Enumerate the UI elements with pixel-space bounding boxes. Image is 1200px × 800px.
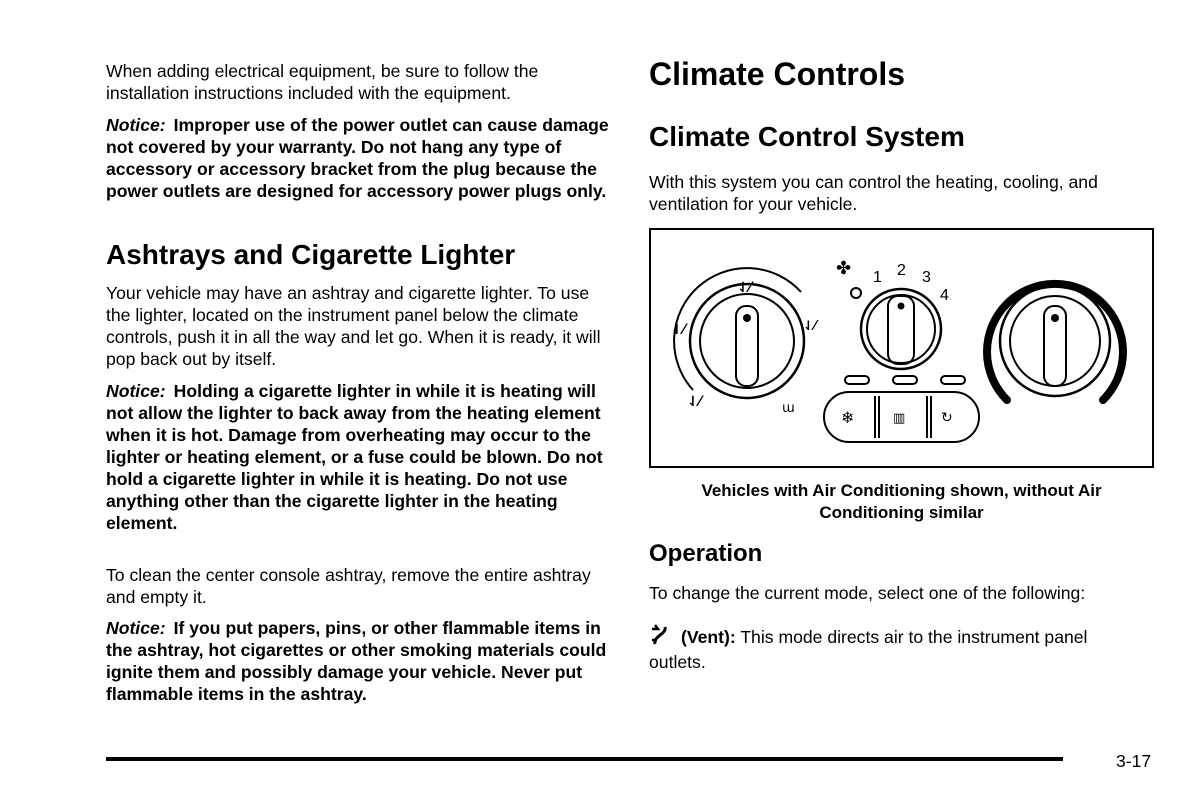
svg-text:⇃⁄: ⇃⁄	[671, 322, 686, 338]
svg-text:ɯ: ɯ	[782, 401, 795, 416]
fan-icon: ✤	[836, 258, 852, 279]
notice-label: Notice:	[106, 618, 166, 638]
vent-description: This mode directs air to the instrument panel outlets.	[649, 627, 1088, 672]
notice-label: Notice:	[106, 115, 166, 135]
temperature-knob	[987, 284, 1123, 404]
figure-caption: Vehicles with Air Conditioning shown, without Air Conditioning similar	[701, 481, 1102, 522]
section-heading-ashtrays: Ashtrays and Cigarette Lighter	[106, 239, 516, 270]
notice-power-outlet	[106, 114, 616, 202]
fan-speed-knob	[836, 258, 949, 369]
notice-label: Notice:	[106, 381, 166, 401]
mode-knob	[671, 268, 819, 416]
ac-snowflake-icon: ❄	[841, 408, 855, 427]
section-heading-climate-system: Climate Control System	[649, 121, 965, 152]
button-bar	[824, 392, 979, 442]
fan-speed-1: 1	[873, 269, 882, 286]
fan-speed-4: 4	[940, 287, 949, 304]
vent-label: (Vent):	[681, 627, 736, 647]
svg-text:⇃⁄: ⇃⁄	[803, 319, 817, 334]
vent-mode-icon	[649, 624, 671, 651]
page-title: Climate Controls	[649, 56, 906, 92]
section-heading-operation: Operation	[649, 540, 763, 567]
climate-control-panel-illustration	[651, 230, 1152, 466]
ashtray-body-paragraph: Your vehicle may have an ashtray and cigarette lighter. To use the lighter, located on the instrument panel below the climate controls, push it in all the way and let go. When it is ready, it will pop back out by itself.	[106, 283, 601, 369]
notice-text: Improper use of the power outlet can cause damage not covered by your warranty. Do not hang any type of accessory or accessory bracket from the plug because the power outlets are designed for accessory power plugs only.	[106, 115, 609, 201]
clean-ashtray-paragraph: To clean the center console ashtray, remove the entire ashtray and empty it.	[106, 565, 591, 607]
climate-intro-paragraph: With this system you can control the heating, cooling, and ventilation for your vehicle.	[649, 172, 1098, 214]
climate-control-figure	[649, 228, 1154, 468]
rear-defrost-icon: ▥	[893, 411, 906, 426]
fan-speed-3: 3	[922, 269, 931, 286]
vent-mode-paragraph	[649, 624, 1119, 673]
page-number: 3-17	[1116, 751, 1152, 771]
footer-rule	[106, 757, 1063, 761]
svg-text:⇃⁄: ⇃⁄	[737, 280, 752, 296]
notice-text: Holding a cigarette lighter in while it is heating will not allow the lighter to back away from the heating element when it is hot. Damage from overheating may occur to the lighter or heating element, or a fuse could be blown. Do not hold a cigarette lighter in while it is heating. Do not use anything other than the cigarette lighter in the heating element.	[106, 381, 603, 533]
notice-text: If you put papers, pins, or other flammable items in the ashtray, hot cigarettes or other smoking materials could ignite them and possibly damage your vehicle. Never put flammable items in the ashtray.	[106, 618, 607, 704]
intro-paragraph: When adding electrical equipment, be sure to follow the installation instructions included with the equipment.	[106, 61, 539, 103]
indicator-lights	[845, 376, 965, 384]
fan-speed-2: 2	[897, 262, 906, 279]
notice-cigarette-lighter	[106, 380, 616, 534]
operation-paragraph: To change the current mode, select one of the following:	[649, 583, 1086, 603]
svg-text:⇃⁄: ⇃⁄	[687, 394, 702, 410]
notice-flammable-items	[106, 617, 616, 705]
recirculation-icon: ↻	[941, 410, 953, 426]
